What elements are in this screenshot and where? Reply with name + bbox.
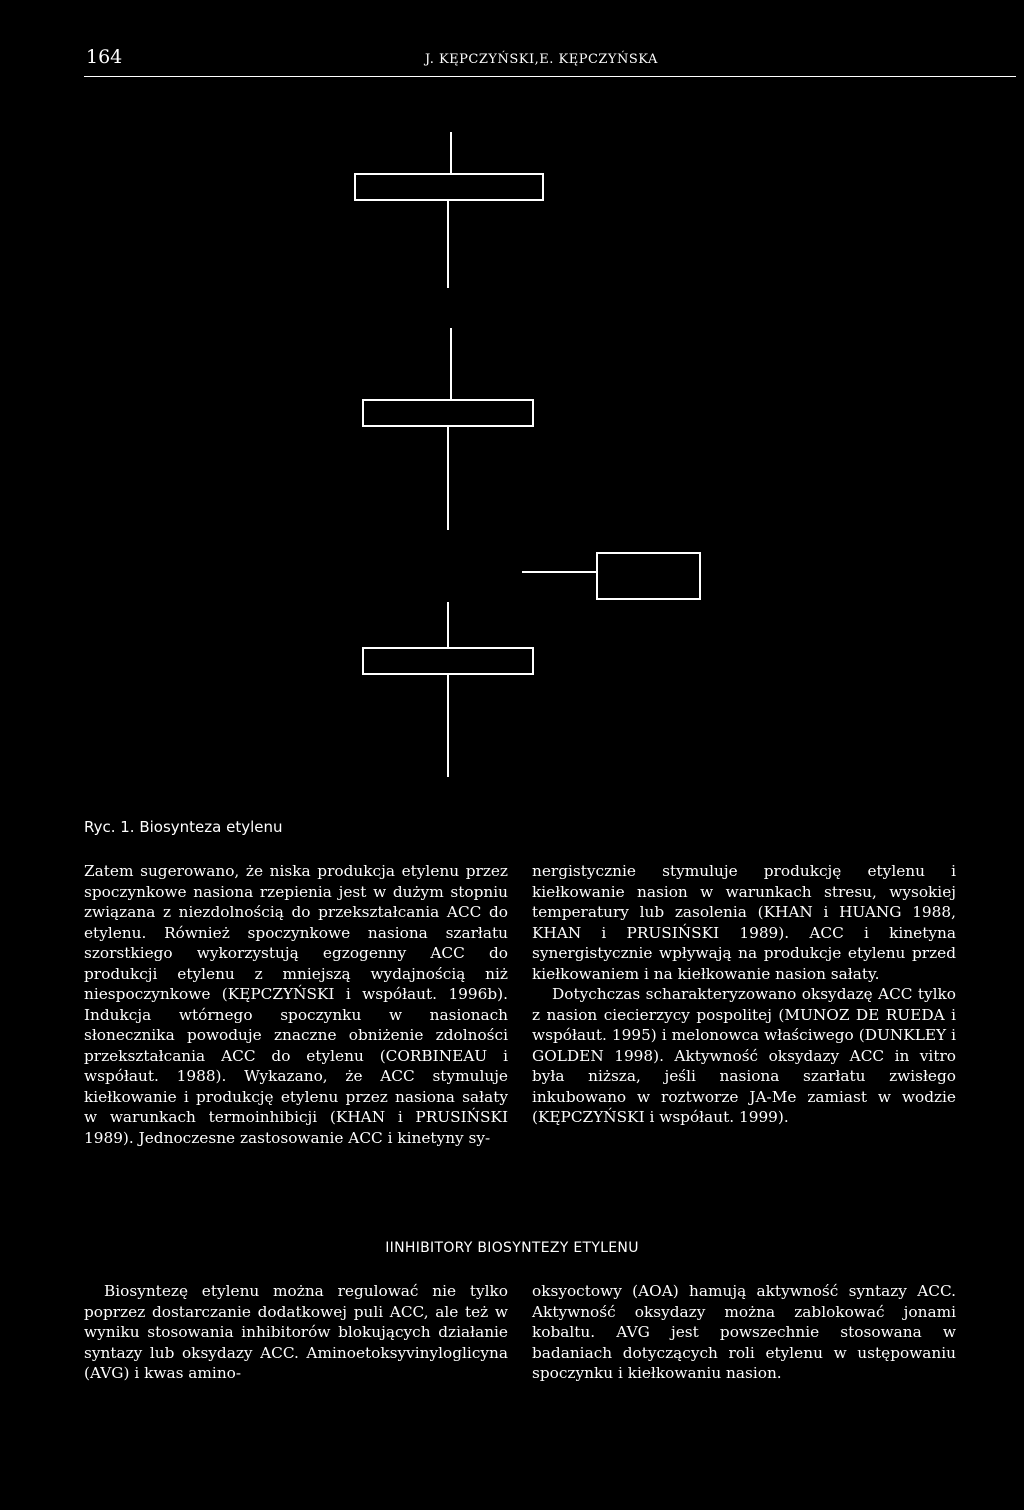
header-rule (84, 76, 1016, 77)
page-number: 164 (86, 46, 123, 68)
paragraph: Zatem sugerowano, że niska produkcja etylenu przez spoczynkowe nasiona rzepienia jest w dużym stopniu związana z niezdolnością do przekształcania ACC do etylenu. Również spoczynkowe nasiona szarłatu szorstkiego wykorzystują egzogenny ACC do produkcji etylenu z mniejszą wydajnością niż niespoczynkowe (KĘPCZYŃSKI i współaut. 1996b). Indukcja wtórnego spoczynku w nasionach słonecznika powoduje znaczne obniżenie zdolności przekształcania ACC do etylenu (CORBINEAU i współaut. 1988). Wykazano, że ACC stymuluje kiełkowanie i produkcję etylenu przez nasiona sałaty w warunkach termoinhibicji (KHAN i PRUSIŃSKI 1989). Jednoczesne zastosowanie ACC i kinetyny sy- (84, 862, 508, 1147)
text-column-right-bottom (532, 1281, 956, 1384)
diagram-box (363, 648, 533, 674)
diagram-box (363, 400, 533, 426)
running-authors: J. KĘPCZYŃSKI,E. KĘPCZYŃSKA (425, 52, 658, 67)
biosynthesis-diagram (0, 120, 1024, 790)
paragraph: Dotychczas scharakteryzowano oksydazę ACC tylko z nasion ciecierzycy pospolitej (MUNOZ DE RUEDA i współaut. 1995) i melonowca właściwego (DUNKLEY i GOLDEN 1998). Aktywność oksydazy ACC in vitro była niższa, jeśli nasiona szarłatu zwisłego inkubowano w roztworze JA-Me zamiast w wodzie (KĘPCZYŃSKI i współaut. 1999). (532, 985, 956, 1126)
paragraph: Biosyntezę etylenu można regulować nie tylko poprzez dostarczanie dodatkowej puli ACC, ale też w wyniku stosowania inhibitorów blokujących działanie syntazy lub oksydazy ACC. Aminoetoksyvinyloglicyna (AVG) i kwas amino- (84, 1282, 508, 1382)
diagram-box (355, 174, 543, 200)
paragraph: nergistycznie stymuluje produkcję etylenu i kiełkowanie nasion w warunkach stresu, wysokiej temperatury lub zasolenia (KHAN i HUANG 1988, KHAN i PRUSIŃSKI 1989). ACC i kinetyna synergistycznie wpływają na produkcje etylenu przed kiełkowaniem i na kiełkowanie nasion sałaty. (532, 862, 956, 983)
paragraph: oksyoctowy (AOA) hamują aktywność syntazy ACC. Aktywność oksydazy można zablokować jonami kobaltu. AVG jest powszechnie stosowana w badaniach dotyczących roli etylenu w ustępowaniu spoczynku i kiełkowaniu nasion. (532, 1282, 956, 1382)
text-column-right-top (532, 861, 956, 1128)
section-heading: IINHIBITORY BIOSYNTEZY ETYLENU (385, 1240, 639, 1256)
text-column-left-bottom (84, 1281, 508, 1384)
figure-caption: Ryc. 1. Biosynteza etylenu (84, 818, 283, 836)
diagram-box (597, 553, 700, 599)
text-column-left-top (84, 861, 508, 1148)
